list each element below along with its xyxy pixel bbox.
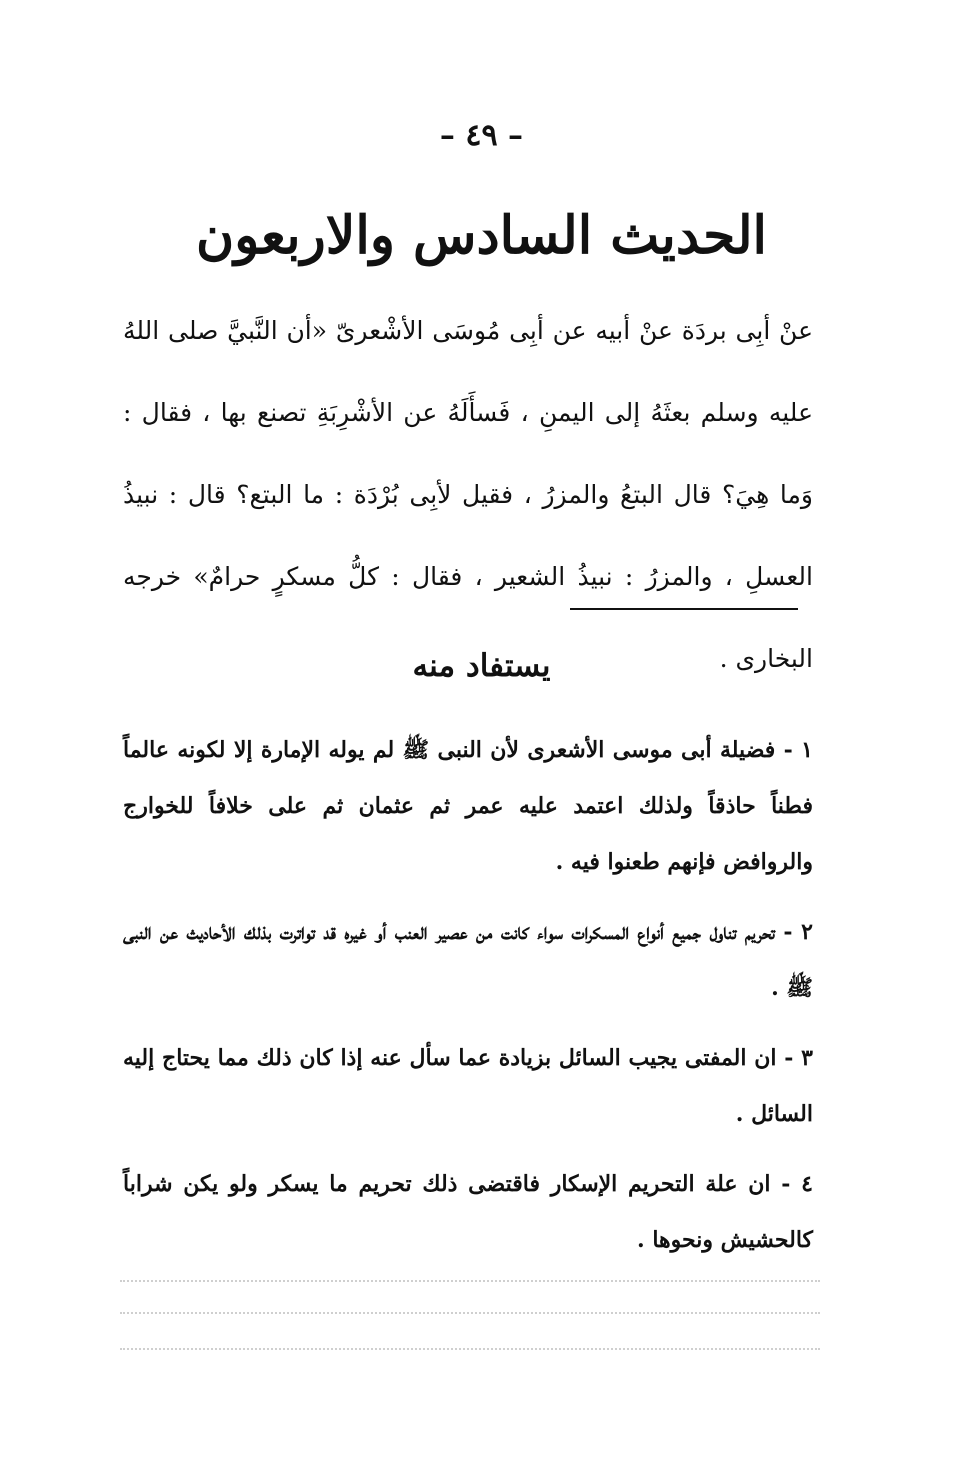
benefit-number: ٤ -	[781, 1171, 813, 1197]
faint-dotted-line	[120, 1280, 820, 1282]
page-title: الحديث السادس والاربعون	[196, 205, 767, 266]
section-divider	[570, 608, 798, 610]
section-heading: يستفاد منه	[412, 648, 551, 684]
benefits-list	[123, 722, 813, 1282]
benefit-number: ٣ -	[784, 1045, 813, 1071]
benefit-text: تحريم تناول جميع أنواع المسكرات سواء كانت من عصير العنب أو غيره قد تواترت بذلك الأحاديث عن النبى ﷺ .	[123, 919, 813, 1001]
benefit-item	[123, 1030, 813, 1142]
benefit-text: فضيلة أبى موسى الأشعرى لأن النبى ﷺ لم يوله الإمارة إلا لكونه عالماً فطناً حاذقاً ولذلك اعتمد عليه عمر ثم عثمان ثم على خلافاً للخوارج والروافض فإنهم طعنوا فيه .	[123, 737, 813, 875]
benefit-item	[123, 1156, 813, 1268]
benefit-number: ٢ -	[783, 919, 813, 945]
faint-dotted-line	[120, 1312, 820, 1314]
faint-dotted-line	[120, 1348, 820, 1350]
hadith-text: عنْ أبِى بردَة عنْ أبيه عن أبِى مُوسَى الأشْعرىّ «أن النَّبيَّ صلى اللهُ عليه وسلم بعثَهُ إلى اليمنِ ، فَسأَلَهُ عن الأشْرِبَةِ تصنع بها ، فقال : وَما هِيَ؟ قال البتعُ والمزرُ ، فقيل لأبِى بُرْدَة : ما البتع؟ قال : نبيذُ العسلِ ، والمزرُ : نبيذُ الشعير ، فقال : كلُّ مسكرٍ حرامٌ» خرجه البخارى .	[123, 316, 813, 673]
benefit-item	[123, 904, 813, 1016]
benefit-number: ١ -	[783, 737, 813, 763]
benefit-item	[123, 722, 813, 890]
page-number: – ٤٩ –	[439, 118, 524, 153]
benefit-text: ان المفتى يجيب السائل بزيادة عما سأل عنه إذا كان ذلك مما يحتاج إليه السائل .	[123, 1045, 813, 1127]
benefit-text: ان علة التحريم الإسكار فاقتضى ذلك تحريم ما يسكر ولو يكن شراباً كالحشيش ونحوها .	[123, 1171, 813, 1253]
